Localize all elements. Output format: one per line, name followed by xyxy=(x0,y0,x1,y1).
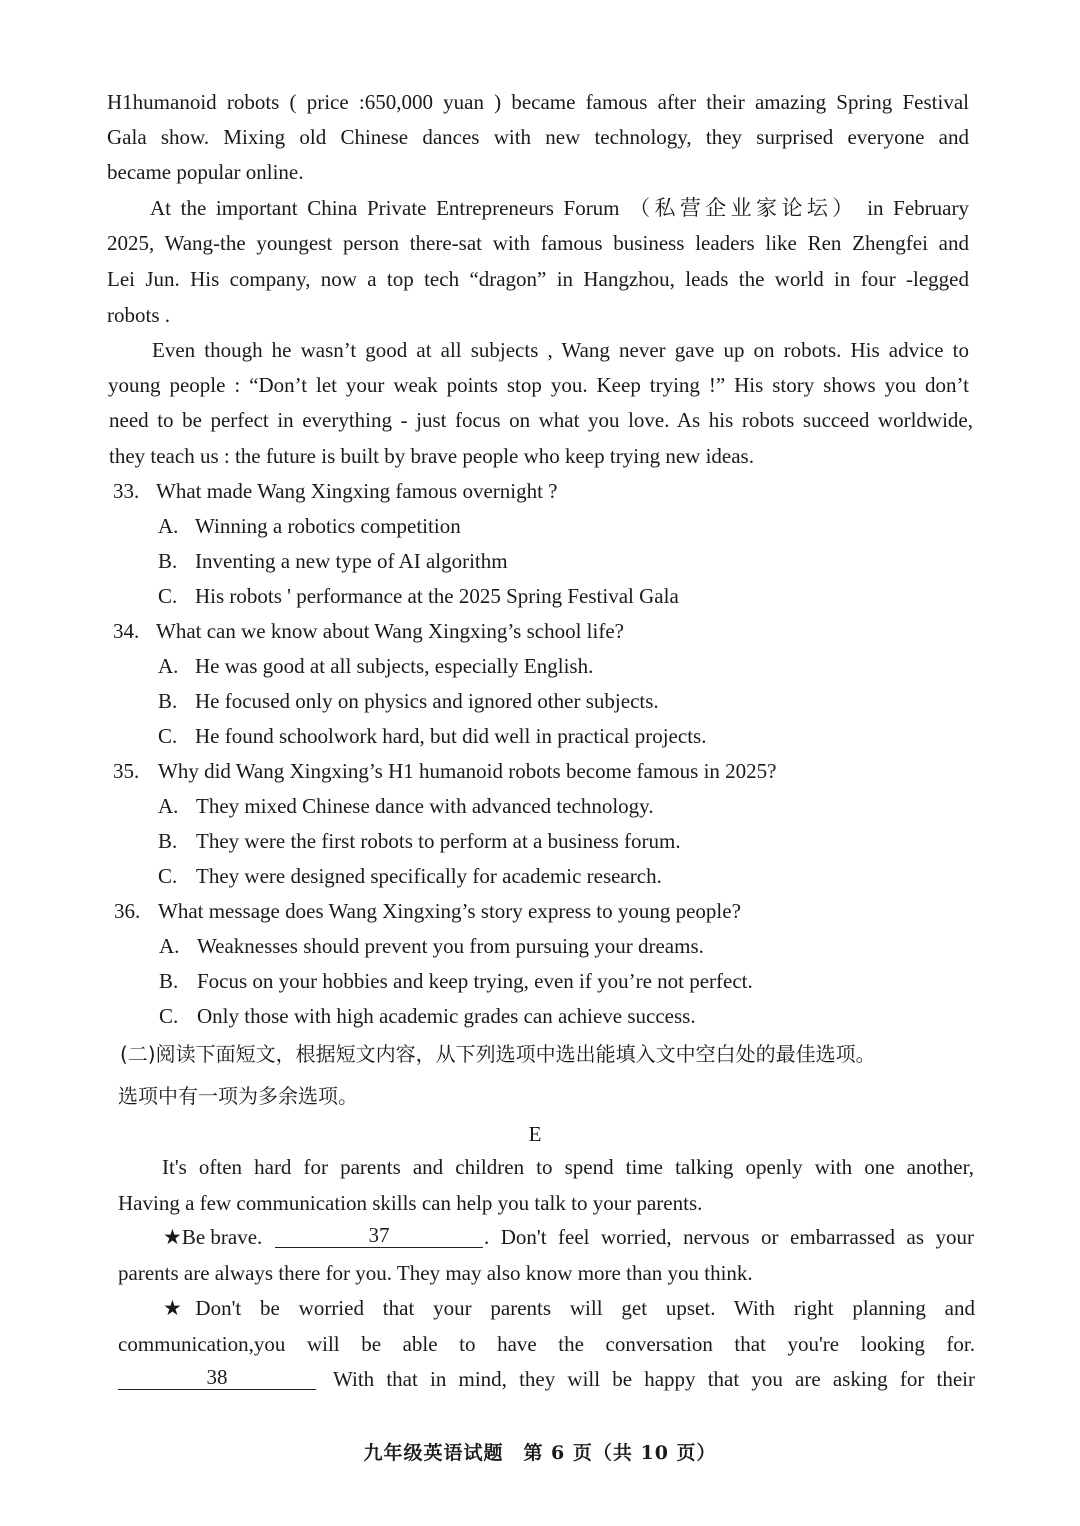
option-letter: A. xyxy=(159,934,180,958)
question-stem: What message does Wang Xingxing’s story express to young people? xyxy=(158,899,741,923)
page-footer: 九年级英语试题 第 6 页（共 10 页） xyxy=(363,1442,717,1464)
passage-line: need to be perfect in everything - just focus on what you love. As his robots succeed worldwide, xyxy=(109,408,973,432)
option-text: Inventing a new type of AI algorithm xyxy=(195,549,508,573)
blank-number: 37 xyxy=(275,1223,483,1248)
option-text: They were the first robots to perform at a business forum. xyxy=(196,829,681,853)
passage-line: H1humanoid robots ( price :650,000 yuan ) became famous after their amazing Spring Festival xyxy=(107,90,969,114)
option-letter: C. xyxy=(158,584,178,608)
passage-line: Even though he wasn’t good at all subjects , Wang never gave up on robots. His advice to xyxy=(152,338,969,362)
instruction-line: (二)阅读下面短文，根据短文内容，从下列选项中选出能填入文中空白处的最佳选项。 xyxy=(120,1042,876,1066)
passage-line: parents are always there for you. They may also know more than you think. xyxy=(118,1261,753,1285)
option-letter: A. xyxy=(158,514,179,538)
option-text: Only those with high academic grades can achieve success. xyxy=(197,1004,696,1028)
option-text: Focus on your hobbies and keep trying, even if you’re not perfect. xyxy=(197,969,753,993)
passage-line: Having a few communication skills can help you talk to your parents. xyxy=(118,1191,703,1215)
option-letter: B. xyxy=(158,549,178,573)
passage-line: It's often hard for parents and children to spend time talking openly with one another, xyxy=(162,1155,974,1179)
option-letter: C. xyxy=(159,1004,179,1028)
option-letter: B. xyxy=(159,969,179,993)
instruction-line: 选项中有一项为多余选项。 xyxy=(118,1084,358,1108)
option-letter: C. xyxy=(158,724,178,748)
passage-line: Gala show. Mixing old Chinese dances with new technology, they surprised everyone and xyxy=(107,125,969,149)
option-letter: C. xyxy=(158,864,178,888)
question-stem: What can we know about Wang Xingxing’s school life? xyxy=(156,619,624,643)
passage-line: Lei Jun. His company, now a top tech “dragon” in Hangzhou, leads the world in four -legged xyxy=(107,267,969,291)
question-stem: What made Wang Xingxing famous overnight ? xyxy=(156,479,558,503)
tip-1-start: ★Be brave. xyxy=(163,1225,263,1249)
passage-line: they teach us : the future is built by brave people who keep trying new ideas. xyxy=(109,444,754,468)
option-text: He focused only on physics and ignored other subjects. xyxy=(195,689,659,713)
option-letter: B. xyxy=(158,829,178,853)
question-stem: Why did Wang Xingxing’s H1 humanoid robots become famous in 2025? xyxy=(158,759,777,783)
tip-1-end: . Don't feel worried, nervous or embarrassed as your xyxy=(484,1225,974,1249)
answer-blank-37[interactable] xyxy=(275,1221,483,1249)
question-number: 33. xyxy=(113,479,140,503)
option-letter: A. xyxy=(158,794,179,818)
passage-line: became popular online. xyxy=(107,160,304,184)
option-text: He was good at all subjects, especially English. xyxy=(195,654,594,678)
option-text: They mixed Chinese dance with advanced technology. xyxy=(196,794,654,818)
tip-2-line: ★Don't be worried that your parents will get upset. With right planning and xyxy=(163,1296,975,1320)
answer-blank-38[interactable] xyxy=(118,1363,316,1391)
question-number: 34. xyxy=(113,619,140,643)
option-text: They were designed specifically for academic research. xyxy=(196,864,662,888)
option-letter: A. xyxy=(158,654,179,678)
option-letter: B. xyxy=(158,689,178,713)
tip-2-line: communication,you will be able to have the conversation that you're looking for. xyxy=(118,1332,975,1356)
question-number: 36. xyxy=(114,899,141,923)
option-text: Winning a robotics competition xyxy=(195,514,461,538)
passage-line: robots . xyxy=(107,303,170,327)
option-text: His robots ' performance at the 2025 Spring Festival Gala xyxy=(195,584,679,608)
passage-line: young people : “Don’t let your weak points stop you. Keep trying !” His story shows you don’t xyxy=(108,373,969,397)
option-text: He found schoolwork hard, but did well in practical projects. xyxy=(195,724,707,748)
option-text: Weaknesses should prevent you from pursuing your dreams. xyxy=(197,934,704,958)
tip-2-line: With that in mind, they will be happy that you are asking for their xyxy=(333,1367,975,1391)
passage-line: 2025, Wang-the youngest person there-sat with famous business leaders like Ren Zhengfei and xyxy=(107,231,969,255)
blank-number: 38 xyxy=(118,1365,316,1390)
question-number: 35. xyxy=(113,759,140,783)
passage-line: At the important China Private Entrepreneurs Forum （私营企业家论坛） in February xyxy=(150,196,969,220)
passage-title: E xyxy=(528,1122,542,1146)
